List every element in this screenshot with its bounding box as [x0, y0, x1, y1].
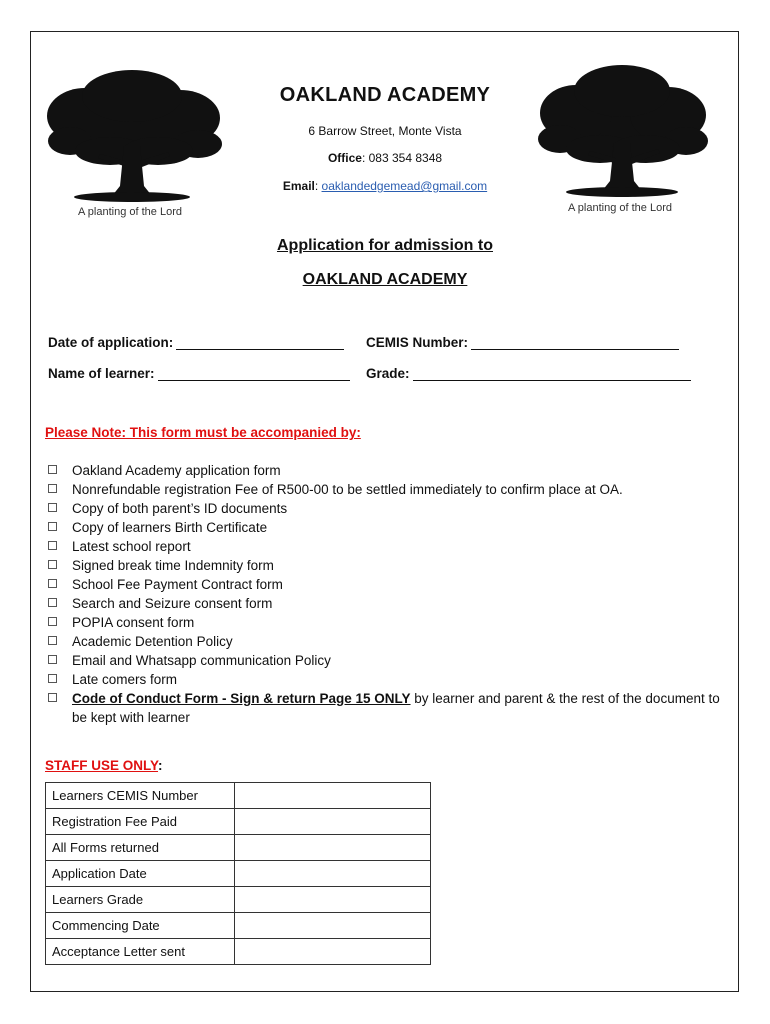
table-cell-label: Learners CEMIS Number — [46, 783, 235, 809]
name-of-learner-blank[interactable] — [158, 366, 350, 381]
list-item — [48, 480, 728, 499]
table-cell-value[interactable] — [235, 783, 431, 809]
checkbox[interactable] — [48, 636, 57, 645]
checkbox[interactable] — [48, 655, 57, 664]
list-item — [48, 575, 728, 594]
checkbox[interactable] — [48, 522, 57, 531]
list-item-text: Nonrefundable registration Fee of R500-00 to be settled immediately to confirm place at OA. — [72, 482, 623, 497]
list-item — [48, 651, 728, 670]
email-line — [0, 179, 770, 193]
cemis-number-blank[interactable] — [471, 335, 679, 350]
list-item-text-bold: Code of Conduct Form - Sign & return Page 15 ONLY — [72, 691, 411, 706]
staff-use-heading-text: STAFF USE ONLY — [45, 758, 159, 773]
staff-use-table — [45, 782, 431, 965]
name-of-learner-field — [48, 366, 350, 381]
email-link[interactable]: oaklandedgemead@gmail.com — [321, 179, 488, 193]
table-cell-value[interactable] — [235, 835, 431, 861]
grade-blank[interactable] — [413, 366, 691, 381]
table-row — [46, 939, 431, 965]
list-item — [48, 670, 728, 689]
checkbox[interactable] — [48, 598, 57, 607]
checkbox[interactable] — [48, 560, 57, 569]
list-item-text: Search and Seizure consent form — [72, 596, 273, 611]
name-of-learner-label: Name of learner: — [48, 366, 155, 381]
table-row — [46, 913, 431, 939]
email-label: Email — [282, 179, 315, 193]
list-item-text: POPIA consent form — [72, 615, 195, 630]
office-number: : 083 354 8348 — [361, 151, 443, 165]
table-cell-value[interactable] — [235, 913, 431, 939]
list-item-text: Signed break time Indemnity form — [72, 558, 274, 573]
list-item-text: Oakland Academy application form — [72, 463, 281, 478]
table-cell-label: Commencing Date — [46, 913, 235, 939]
checkbox[interactable] — [48, 503, 57, 512]
list-item-text: Email and Whatsapp communication Policy — [72, 653, 331, 668]
motto-right: A planting of the Lord — [568, 202, 672, 214]
table-row — [46, 861, 431, 887]
office-label: Office — [327, 151, 362, 165]
form-title-line2: OAKLAND ACADEMY — [302, 271, 468, 288]
staff-use-heading — [45, 758, 163, 773]
date-of-application-blank[interactable] — [176, 335, 344, 350]
list-item — [48, 499, 728, 518]
table-cell-label: Acceptance Letter sent — [46, 939, 235, 965]
table-cell-label: Application Date — [46, 861, 235, 887]
office-line — [0, 151, 770, 165]
list-item-text: Latest school report — [72, 539, 191, 554]
grade-field — [366, 366, 691, 381]
email-separator: : — [314, 179, 322, 193]
table-cell-value[interactable] — [235, 887, 431, 913]
checkbox[interactable] — [48, 693, 57, 702]
staff-use-colon: : — [158, 758, 163, 773]
checkbox[interactable] — [48, 465, 57, 474]
checkbox[interactable] — [48, 541, 57, 550]
date-of-application-field — [48, 335, 344, 350]
checkbox[interactable] — [48, 579, 57, 588]
table-cell-label: Registration Fee Paid — [46, 809, 235, 835]
required-documents-list — [48, 461, 728, 727]
list-item — [48, 518, 728, 537]
table-row — [46, 835, 431, 861]
list-item — [48, 537, 728, 556]
list-item — [48, 632, 728, 651]
table-row — [46, 783, 431, 809]
table-row — [46, 809, 431, 835]
table-cell-label: Learners Grade — [46, 887, 235, 913]
date-of-application-label: Date of application: — [48, 335, 174, 350]
list-item-text: Late comers form — [72, 672, 178, 687]
list-item-text: Academic Detention Policy — [72, 634, 233, 649]
school-name: OAKLAND ACADEMY — [279, 84, 491, 106]
grade-label: Grade: — [366, 366, 410, 381]
checkbox[interactable] — [48, 617, 57, 626]
checkbox[interactable] — [48, 484, 57, 493]
checkbox[interactable] — [48, 674, 57, 683]
table-row — [46, 887, 431, 913]
cemis-number-field — [366, 335, 679, 350]
table-cell-value[interactable] — [235, 939, 431, 965]
list-item-text: School Fee Payment Contract form — [72, 577, 283, 592]
list-item-text: Copy of learners Birth Certificate — [72, 520, 268, 535]
motto-left: A planting of the Lord — [78, 206, 182, 218]
list-item — [48, 689, 728, 727]
list-item — [48, 613, 728, 632]
list-item — [48, 594, 728, 613]
list-item-text: Copy of both parent’s ID documents — [72, 501, 288, 516]
list-item-text: by learner and parent & the rest of the document to be kept with learner — [72, 691, 720, 725]
form-title-line1: Application for admission to — [276, 237, 493, 254]
table-cell-label: All Forms returned — [46, 835, 235, 861]
cemis-number-label: CEMIS Number: — [366, 335, 469, 350]
list-item — [48, 461, 728, 480]
school-address: 6 Barrow Street, Monte Vista — [308, 124, 462, 138]
table-cell-value[interactable] — [235, 861, 431, 887]
please-note-heading: Please Note: This form must be accompanied by: — [45, 425, 361, 440]
list-item — [48, 556, 728, 575]
table-cell-value[interactable] — [235, 809, 431, 835]
